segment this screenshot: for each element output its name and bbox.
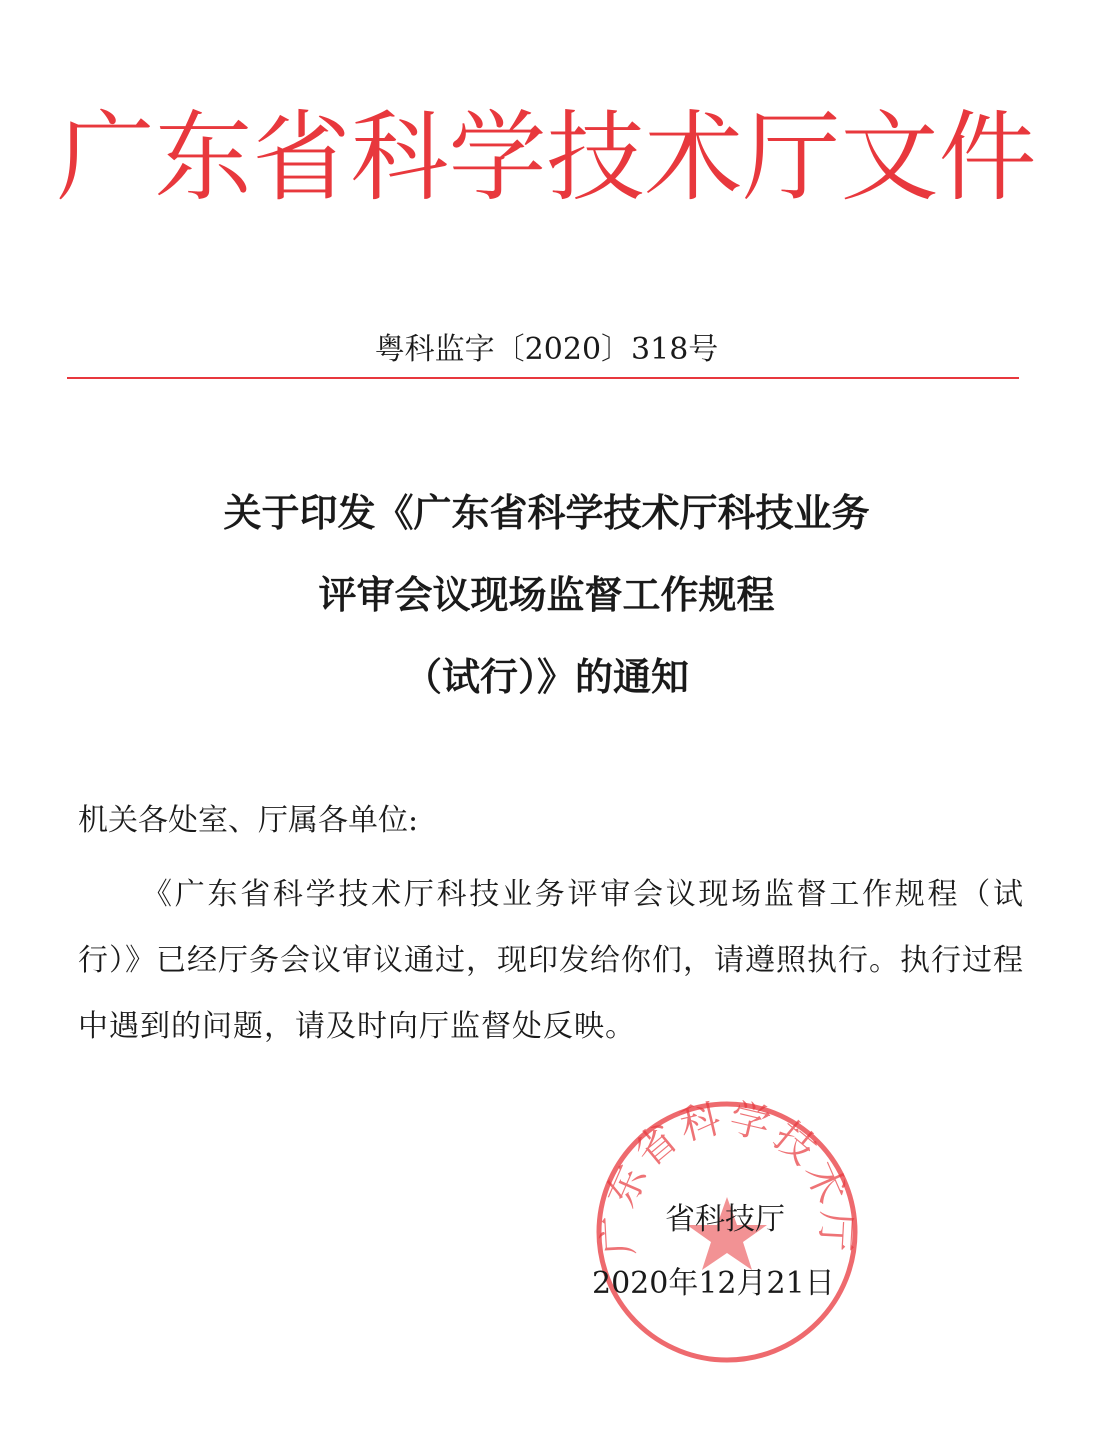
title-line-3: （试行）》的通知	[403, 655, 689, 699]
seal-text: 广东省科学技术厅	[595, 1097, 859, 1257]
document-number: 粤科监字〔2020〕318号	[374, 332, 719, 367]
notice-title	[0, 472, 1093, 718]
red-divider-rule	[67, 377, 1019, 379]
title-line-2: 评审会议现场监督工作规程	[318, 573, 775, 617]
masthead-title: 广东省科学技术厅文件	[56, 101, 1037, 215]
salutation: 机关各处室、厅属各单位:	[78, 803, 419, 838]
issuer-name: 省科技厅	[665, 1202, 785, 1237]
issue-date: 2020年12月21日	[592, 1266, 835, 1301]
body-paragraph: 《广东省科学技术厅科技业务评审会议现场监督工作规程（试行）》已经厅务会议审议通过，现印发给你们，请遵照执行。执行过程中遇到的问题，请及时向厅监督处反映。	[78, 877, 1024, 1044]
title-line-1: 关于印发《广东省科学技术厅科技业务	[223, 491, 870, 535]
